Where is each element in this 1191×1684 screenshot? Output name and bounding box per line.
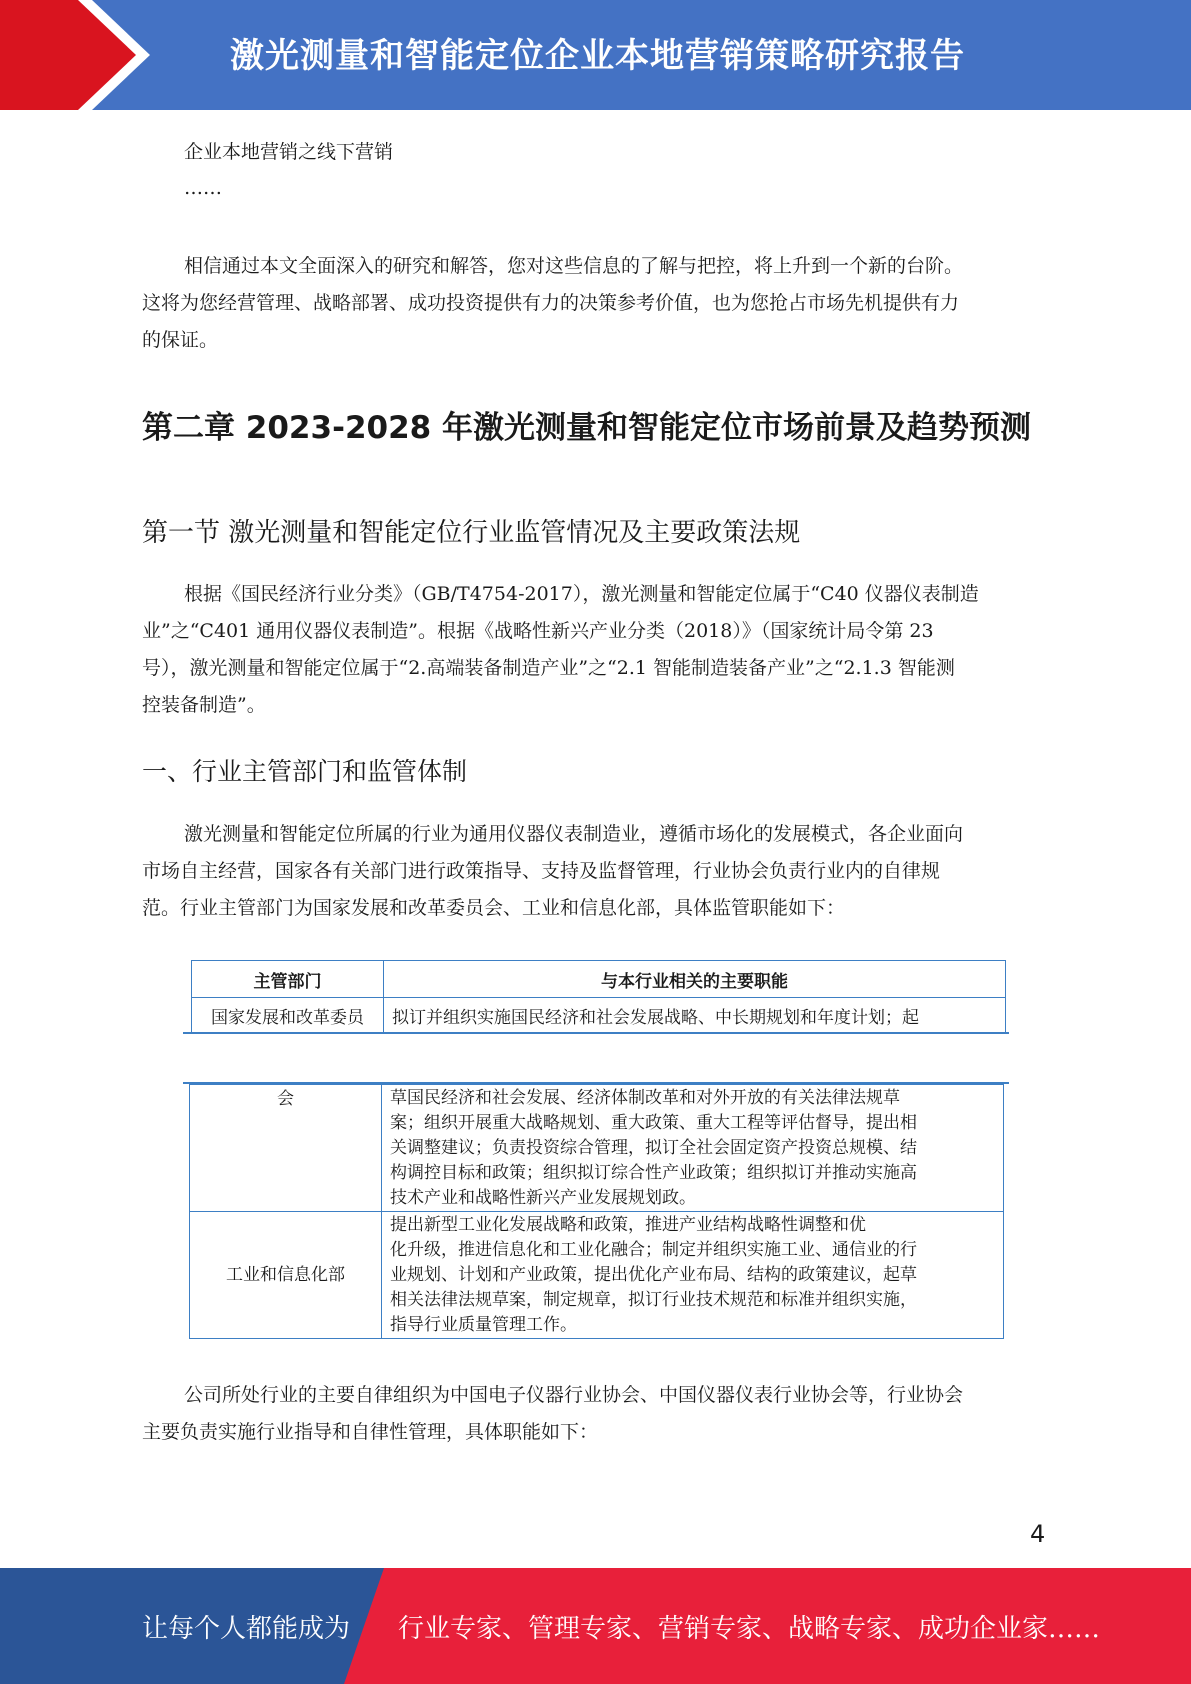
section-para-line-4: 控装备制造”。 <box>142 694 266 716</box>
section-para-line-3: 号），激光测量和智能定位属于“2.高端装备制造产业”之“2.1 智能制造装备产业”之“2.1.3 智能测 <box>142 657 955 679</box>
table-cell-dept: 会 <box>190 1085 382 1212</box>
intro-ellipsis: …… <box>184 177 222 199</box>
table-row <box>190 1212 1004 1339</box>
section-para-line-2: 业”之“C401 通用仪器仪表制造”。根据《战略性新兴产业分类（2018）》（国家统计局令第 23 <box>142 620 934 642</box>
table-cell-dept: 国家发展和改革委员 <box>192 998 384 1033</box>
table-bottom-rule <box>183 1032 1009 1034</box>
footer-slogan-right: 行业专家、管理专家、营销专家、战略专家、成功企业家…… <box>398 1614 1101 1644</box>
table-cell-dept: 工业和信息化部 <box>190 1212 382 1339</box>
subsection-para-line-3: 范。行业主管部门为国家发展和改革委员会、工业和信息化部，具体监管职能如下： <box>142 897 846 919</box>
regulator-table-top <box>191 960 1006 1033</box>
report-footer <box>0 1568 1191 1684</box>
table-cell-duties: 拟订并组织实施国民经济和社会发展战略、中长期规划和年度计划；起 <box>384 998 1006 1033</box>
section-title: 第一节 激光测量和智能定位行业监管情况及主要政策法规 <box>142 518 801 548</box>
table-header-dept: 主管部门 <box>192 961 384 998</box>
duty-line: 相关法律法规草案，制定规章，拟订行业技术规范和标准并组织实施， <box>390 1290 917 1310</box>
table-row <box>190 1085 1004 1212</box>
page-number: 4 <box>1030 1520 1046 1548</box>
regulator-table-continued <box>189 1084 1004 1339</box>
chapter-title: 第二章 2023-2028 年激光测量和智能定位市场前景及趋势预测 <box>142 410 1032 446</box>
duty-line: 技术产业和战略性新兴产业发展规划政。 <box>390 1188 696 1208</box>
table-cell-duties <box>382 1085 1004 1212</box>
closing-para-line-1: 公司所处行业的主要自律组织为中国电子仪器行业协会、中国仪器仪表行业协会等，行业协会 <box>184 1384 964 1406</box>
subsection-para-line-1: 激光测量和智能定位所属的行业为通用仪器仪表制造业，遵循市场化的发展模式，各企业面向 <box>184 823 964 845</box>
intro-para-line-3: 的保证。 <box>142 329 219 351</box>
closing-para-line-2: 主要负责实施行业指导和自律性管理，具体职能如下： <box>142 1421 599 1443</box>
report-title: 激光测量和智能定位企业本地营销策略研究报告 <box>230 36 965 76</box>
duty-line: 关调整建议；负责投资综合管理，拟订全社会固定资产投资总规模、结 <box>390 1138 917 1158</box>
table-cell-duties <box>382 1212 1004 1339</box>
intro-item: 企业本地营销之线下营销 <box>184 141 394 163</box>
duty-line: 案；组织开展重大战略规划、重大政策、重大工程等评估督导，提出相 <box>390 1113 917 1133</box>
duty-line: 提出新型工业化发展战略和政策，推进产业结构战略性调整和优 <box>390 1215 866 1235</box>
subsection-para-line-2: 市场自主经营，国家各有关部门进行政策指导、支持及监督管理，行业协会负责行业内的自律规 <box>142 860 941 882</box>
duty-line: 业规划、计划和产业政策，提出优化产业布局、结构的政策建议，起草 <box>390 1265 917 1285</box>
duty-line: 化升级，推进信息化和工业化融合；制定并组织实施工业、通信业的行 <box>390 1240 917 1260</box>
intro-para-line-2: 这将为您经营管理、战略部署、成功投资提供有力的决策参考价值，也为您抢占市场先机提供有力 <box>142 292 960 314</box>
table-header-duties: 与本行业相关的主要职能 <box>384 961 1006 998</box>
table-row <box>192 998 1006 1033</box>
section-para-line-1: 根据《国民经济行业分类》（GB/T4754-2017），激光测量和智能定位属于“C40 仪器仪表制造 <box>184 583 979 605</box>
subsection-title: 一、行业主管部门和监管体制 <box>142 757 468 786</box>
duty-line: 指导行业质量管理工作。 <box>390 1315 577 1335</box>
report-header <box>0 0 1191 110</box>
footer-slogan-left: 让每个人都能成为 <box>142 1614 351 1644</box>
intro-para-line-1: 相信通过本文全面深入的研究和解答，您对这些信息的了解与把控，将上升到一个新的台阶。 <box>184 255 964 277</box>
duty-line: 草国民经济和社会发展、经济体制改革和对外开放的有关法律法规草 <box>390 1088 900 1108</box>
header-arrow-decoration <box>0 0 150 110</box>
duty-line: 构调控目标和政策；组织拟订综合性产业政策；组织拟订并推动实施高 <box>390 1163 917 1183</box>
